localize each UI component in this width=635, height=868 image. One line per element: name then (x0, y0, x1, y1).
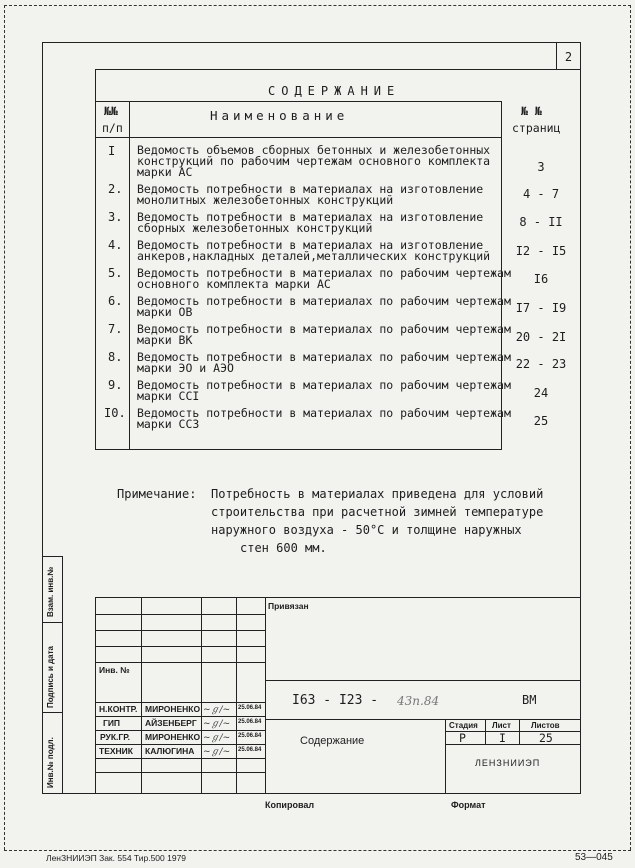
signer-name: АЙЗЕНБЕРГ (145, 718, 197, 728)
footer-format: Формат (451, 800, 486, 810)
signature: ~ℊ∕~ (203, 719, 231, 729)
note-line: строительства при расчетной зимней температуре (211, 505, 544, 519)
stamp-sheet-label: Лист (492, 721, 511, 730)
side-label-sign-date: Подпись и дата (46, 646, 55, 708)
signer-role: ГИП (103, 718, 121, 728)
page-number: 2 (564, 50, 573, 64)
row-number: 9. (108, 378, 123, 392)
row-title: конструкций по рабочим чертежам основного комплекта (137, 154, 491, 168)
footer-copied: Копировал (265, 800, 315, 810)
signer-date: 25.06.84 (238, 705, 262, 711)
row-title: Ведомость потребности в материалах по рабочим чертежам (137, 378, 511, 392)
signer-role: ТЕХНИК (99, 746, 133, 756)
signer-name: КАЛЮГИНА (145, 746, 195, 756)
stamp-sheet-title: Содержание (300, 735, 365, 747)
note-line: Потребность в материалах приведена для условий (211, 487, 544, 501)
side-label-inv-orig: Инв.№ подл. (46, 737, 55, 788)
footer-code: 53—045 (575, 852, 613, 863)
row-title: анкеров,накладных деталей,металлических конструкций (137, 249, 491, 263)
row-title: сборных железобетонных конструкций (137, 221, 373, 235)
signer-date: 25.06.84 (238, 733, 262, 739)
signature: ~ℊ∕~ (203, 705, 231, 715)
signer-date: 25.06.84 (238, 719, 262, 725)
row-pages: I2 - I5 (515, 244, 567, 258)
signer-date: 25.06.84 (238, 747, 262, 753)
row-title: Ведомость потребности в материалах по рабочим чертежам (137, 322, 511, 336)
row-title: Ведомость объемов сборных бетонных и железобетонных (137, 143, 491, 157)
row-title: Ведомость потребности в материалах на изготовление (137, 238, 484, 252)
stamp-stage: Р (459, 731, 466, 745)
row-number: I0. (104, 406, 126, 420)
stamp-designation: I63 - I23 - (292, 693, 379, 708)
signer-name: МИРОНЕНКО (145, 704, 201, 714)
header-pages-sub: страниц (512, 121, 561, 135)
signature: ~ℊ∕~ (203, 733, 231, 743)
stamp-privyazan: Привязан (268, 601, 309, 611)
row-title: Ведомость потребности в материалах по рабочим чертежам (137, 266, 511, 280)
stamp-stage-label: Стадия (449, 721, 478, 730)
header-number-sub: п/п (102, 121, 123, 135)
row-pages: 20 - 2I (515, 330, 567, 344)
row-pages: 3 (537, 160, 545, 174)
row-pages: I7 - I9 (515, 301, 567, 315)
signer-name: МИРОНЕНКО (145, 732, 201, 742)
row-title: монолитных железобетонных конструкций (137, 193, 394, 207)
page-title: СОДЕРЖАНИЕ (268, 84, 401, 98)
footer-print-info: ЛенЗНИИЭП Зак. 554 Тир.500 1979 (46, 853, 187, 863)
row-number: 8. (108, 350, 123, 364)
row-pages: 24 (533, 386, 549, 400)
row-number: 4. (108, 238, 123, 252)
stamp-mark: ВМ (522, 693, 537, 707)
note-line: стен 600 мм. (240, 541, 327, 555)
row-title: основного комплекта марки АС (137, 277, 331, 291)
header-name: Наименование (210, 108, 349, 123)
row-title: марки СС3 (137, 417, 200, 431)
row-title: марки ССI (137, 389, 200, 403)
signer-role: Н.КОНТР. (99, 704, 138, 714)
stamp-sheets: 25 (539, 731, 553, 745)
stamp-designation-hand: 43п.84 (397, 694, 440, 708)
header-number: №№ (104, 104, 118, 118)
row-title: марки ЭО и АЭО (137, 361, 234, 375)
row-title: Ведомость потребности в материалах на изготовление (137, 182, 484, 196)
row-title: марки ОВ (137, 305, 193, 319)
row-pages: 4 - 7 (522, 187, 560, 201)
row-number: I (108, 144, 116, 158)
signer-role: РУК.ГР. (100, 732, 130, 742)
stamp-inv-no: Инв. № (99, 665, 130, 675)
row-title: Ведомость потребности в материалах по рабочим чертежам (137, 406, 511, 420)
note-line: наружного воздуха - 50°С и толщине наружных (211, 523, 522, 537)
row-number: 3. (108, 210, 123, 224)
side-label-replace-inv: Взам. инв.№ (46, 566, 55, 617)
row-number: 6. (108, 294, 123, 308)
stamp-org: ЛЕНЗНИИЭП (475, 758, 541, 768)
row-number: 5. (108, 266, 123, 280)
row-title: марки АС (137, 165, 193, 179)
row-title: Ведомость потребности в материалах по рабочим чертежам (137, 294, 511, 308)
row-title: Ведомость потребности в материалах на изготовление (137, 210, 484, 224)
row-pages: 22 - 23 (515, 357, 567, 371)
row-pages: 8 - II (519, 215, 563, 229)
header-pages: № № (521, 104, 542, 118)
stamp-sheet: I (499, 731, 506, 745)
stamp-sheets-label: Листов (531, 721, 560, 730)
row-pages: I6 (533, 272, 549, 286)
row-pages: 25 (533, 414, 549, 428)
row-number: 2. (108, 182, 123, 196)
row-title: Ведомость потребности в материалах по рабочим чертежам (137, 350, 511, 364)
note-label: Примечание: (117, 487, 197, 501)
row-title: марки ВК (137, 333, 193, 347)
signature: ~ℊ∕~ (203, 747, 231, 757)
row-number: 7. (108, 322, 123, 336)
